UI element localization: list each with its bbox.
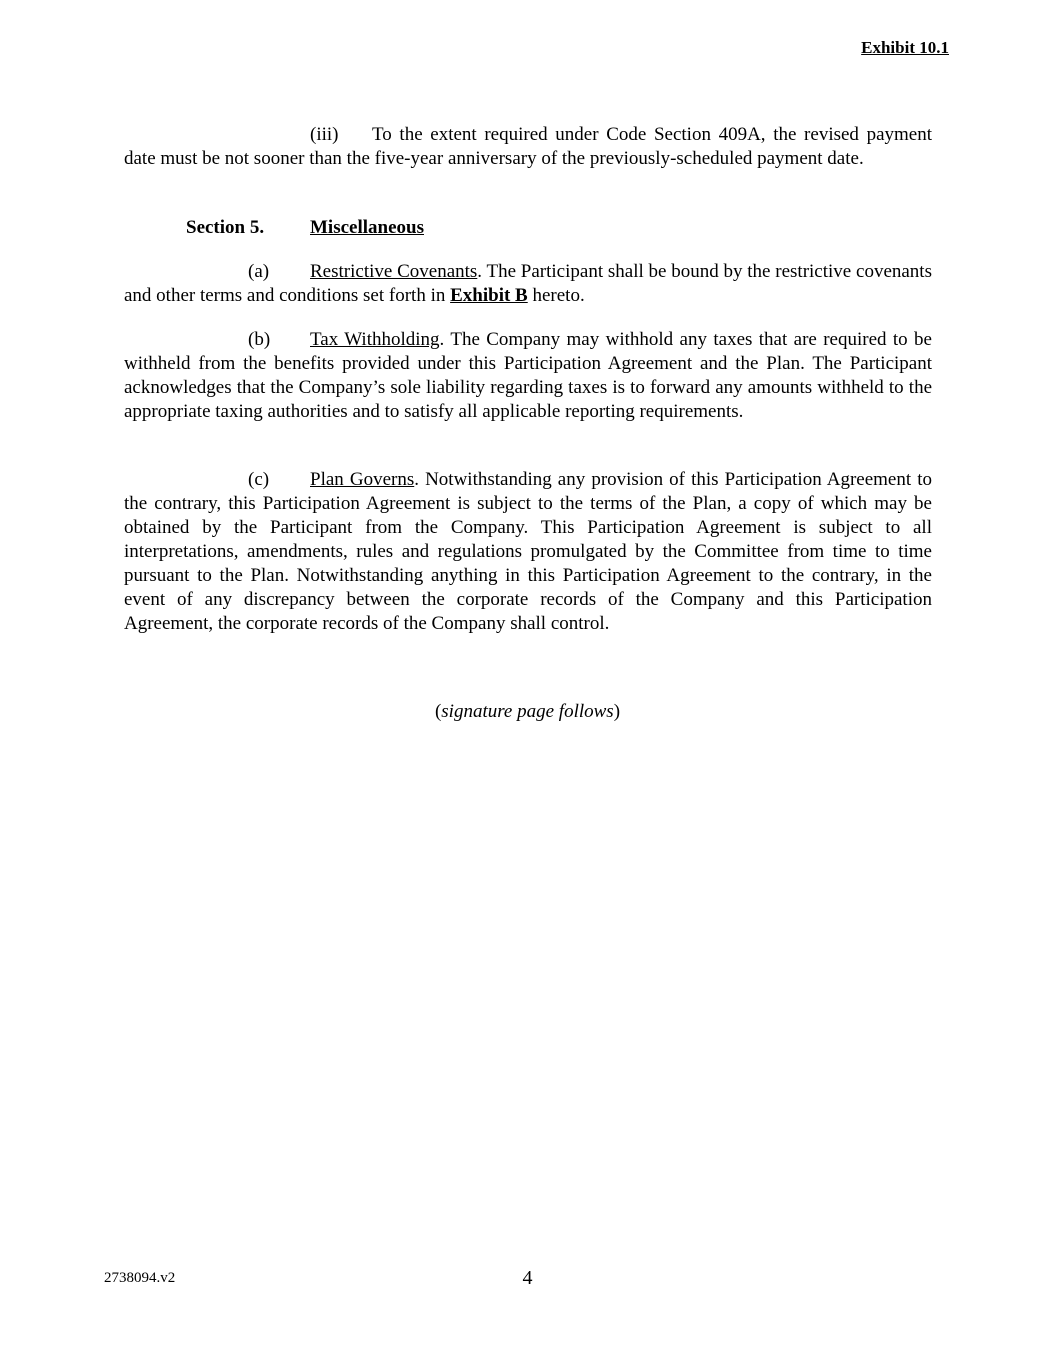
exhibit-label: Exhibit 10.1	[861, 38, 949, 57]
paragraph-a	[124, 260, 932, 308]
paragraph-b	[124, 328, 932, 424]
paragraph-number: (b)	[248, 329, 271, 350]
section-heading	[186, 216, 424, 240]
paragraph-text: . The Company may withhold any taxes that are required to be withheld from the benefits provided under this Participation Agreement and the Plan. The Participant acknowledges that the Company’s sole liability regarding taxes is to forward any amounts withheld to the appropriate taxing authorities and to satisfy all applicable reporting requirements.	[124, 329, 932, 422]
signature-note-close: )	[613, 701, 621, 722]
section-number: Section 5.	[186, 217, 265, 238]
exhibit-reference: Exhibit B	[450, 285, 528, 306]
paragraph-heading: Plan Governs	[310, 469, 415, 490]
section-title: Miscellaneous	[310, 217, 424, 238]
paragraph-text: . Notwithstanding any provision of this Participation Agreement to the contrary, this Participation Agreement is subject to the terms of the Plan, a copy of which may be obtained by the Participant from the Company. This Participation Agreement is subject to all interpretations, amendments, rules and regulations promulgated by the Committee from time to time pursuant to the Plan. Notwithstanding anything in this Participation Agreement to the contrary, in the event of any discrepancy between the corporate records of the Company and this Participation Agreement, the corporate records of the Company shall control.	[124, 469, 932, 634]
paragraph-text: To the extent required under Code Section 409A, the revised payment date must be not sooner than the five-year anniversary of the previously-scheduled payment date.	[124, 124, 932, 169]
paragraph-c	[124, 468, 932, 636]
paragraph-number: (a)	[248, 261, 270, 282]
paragraph-number: (iii)	[310, 124, 339, 145]
document-id: 2738094.v2	[104, 1270, 176, 1286]
paragraph-heading: Restrictive Covenants	[310, 261, 478, 282]
paragraph-text-end: hereto.	[527, 285, 585, 306]
page-number: 4	[522, 1267, 533, 1289]
signature-note	[0, 700, 1055, 724]
signature-note-text: signature page follows	[441, 701, 614, 722]
paragraph-iii	[124, 123, 932, 171]
signature-note-open: (	[434, 701, 442, 722]
paragraph-number: (c)	[248, 469, 270, 490]
paragraph-text: . The Participant shall be bound by the restrictive covenants and other terms and conditions set forth in	[124, 261, 932, 306]
paragraph-heading: Tax Withholding	[310, 329, 440, 350]
